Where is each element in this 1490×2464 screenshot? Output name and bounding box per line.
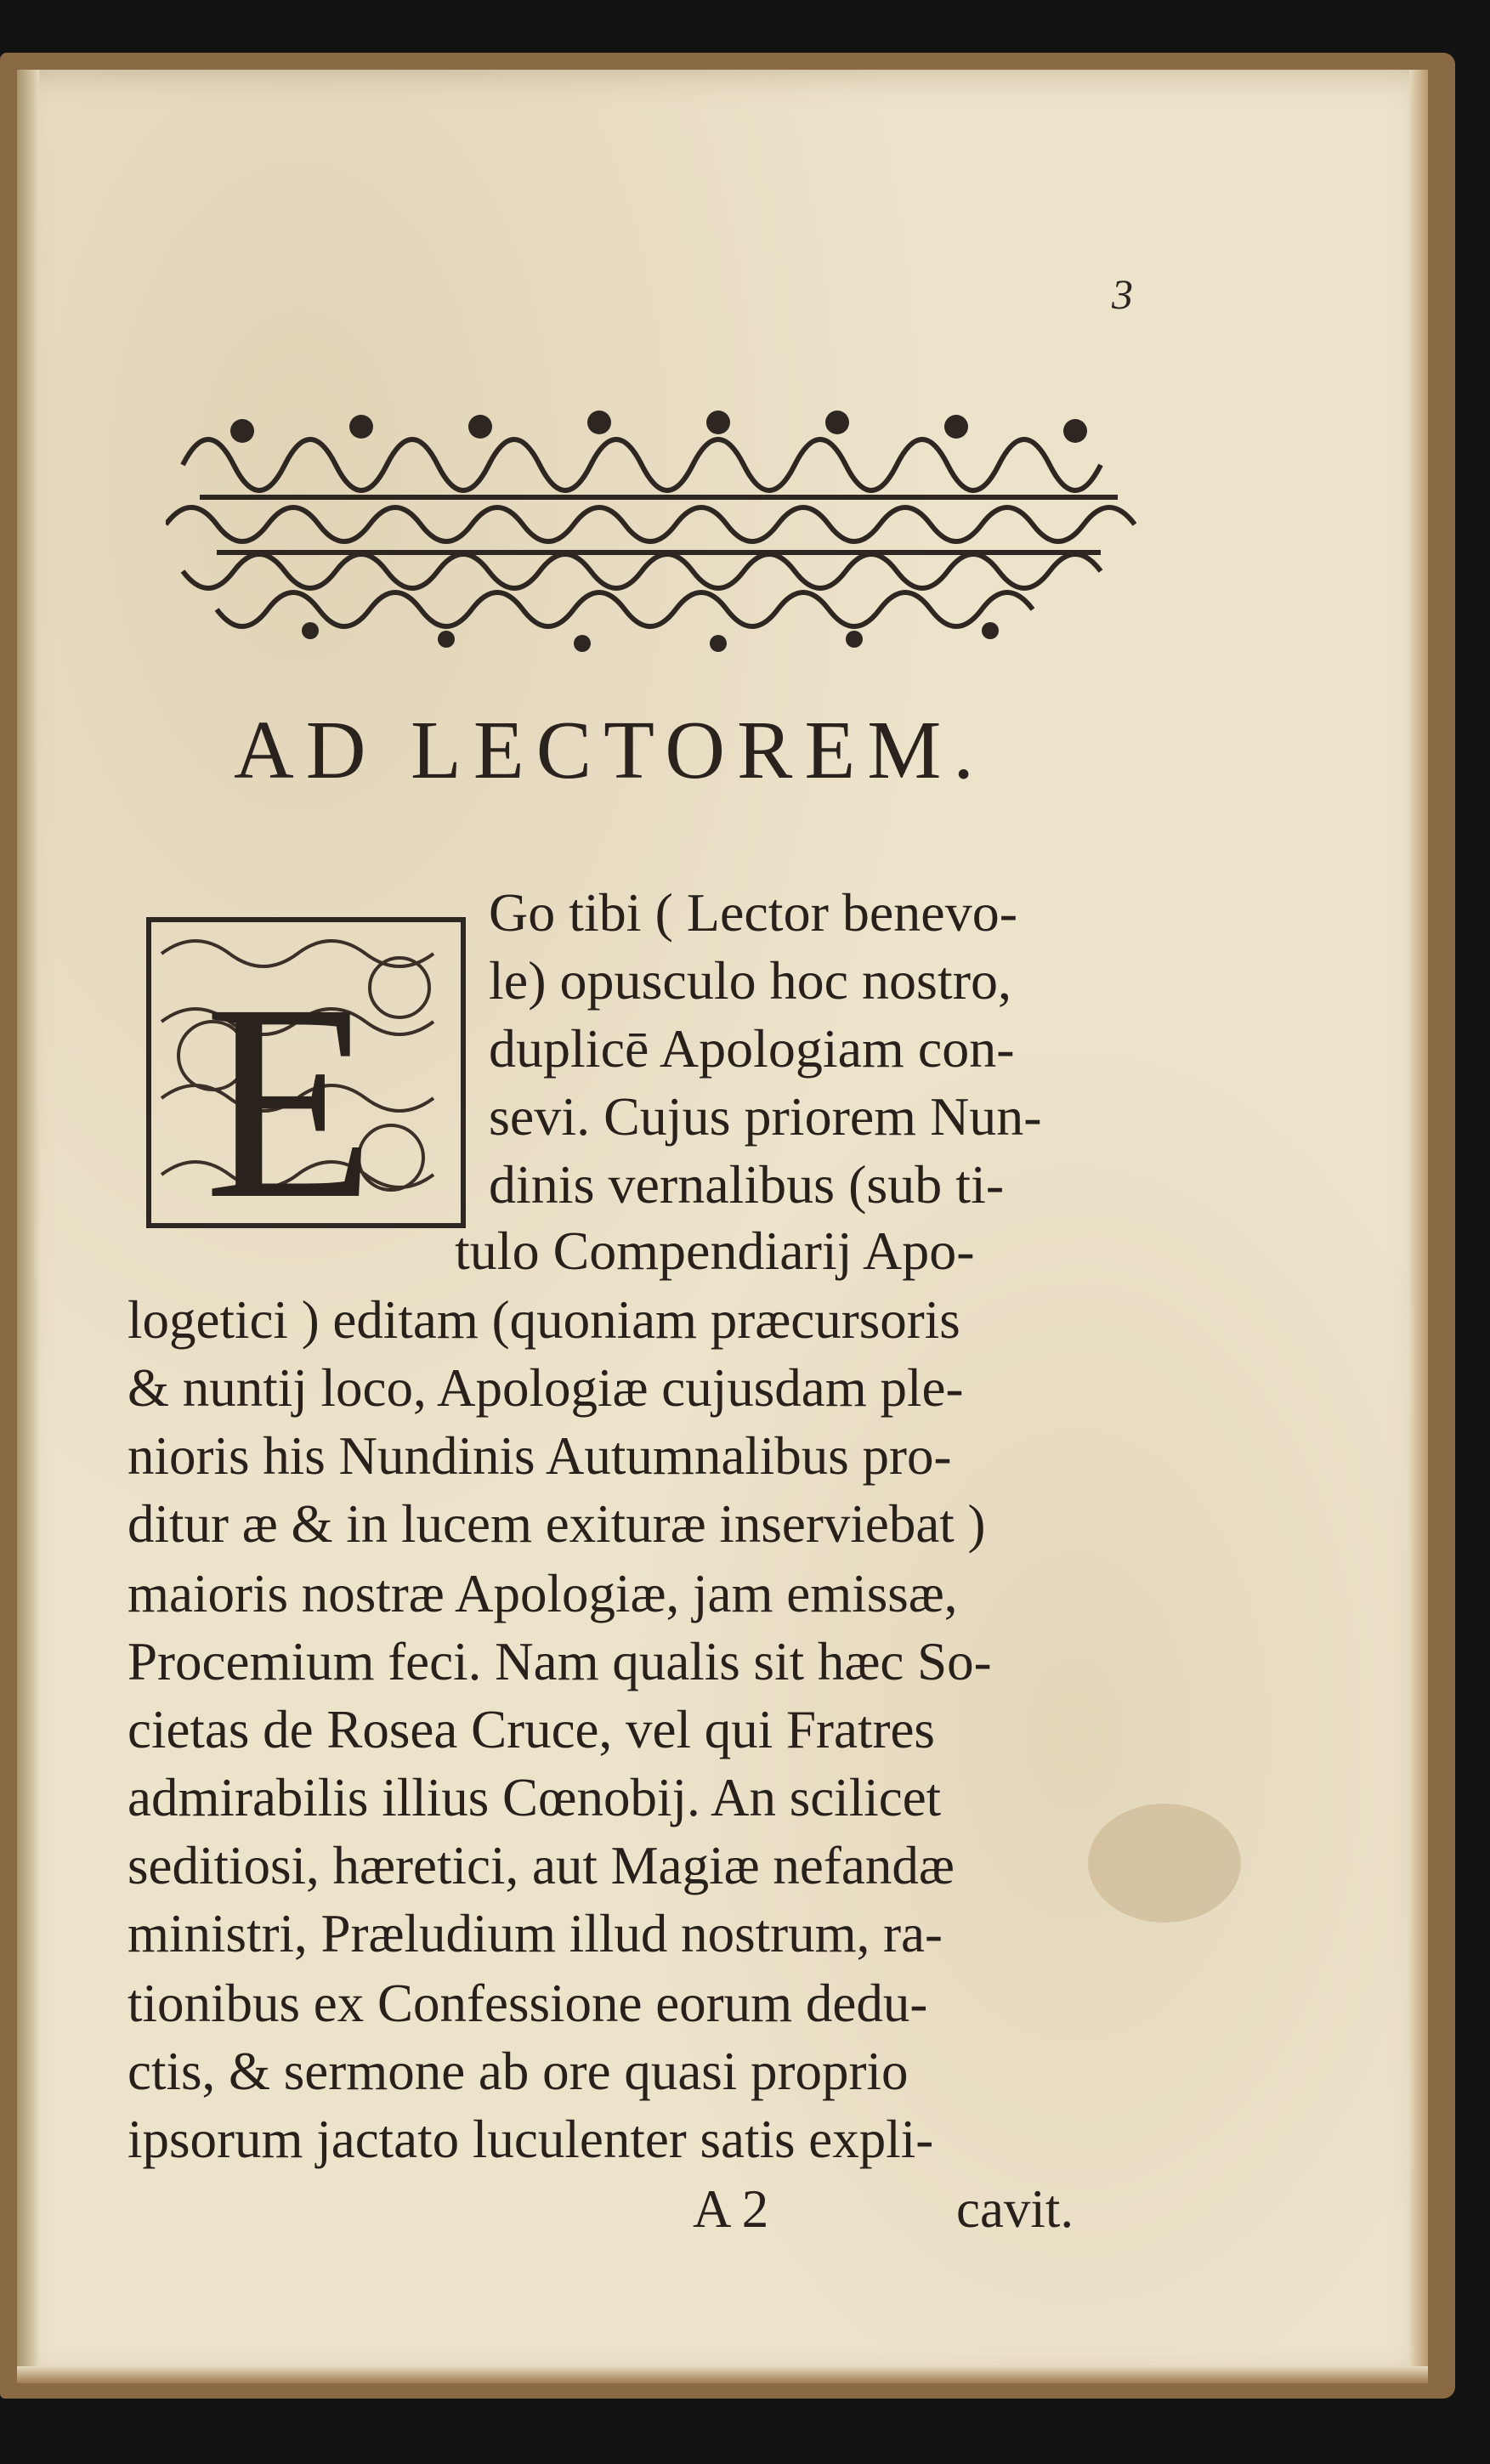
text-line: ministri, Præludium illud nostrum, ra- <box>127 1904 943 1963</box>
signature-mark: A 2 <box>693 2179 769 2239</box>
paper-stain <box>1088 1804 1241 1923</box>
text-line: admirabilis illius Cœnobij. An scilicet <box>127 1768 942 1827</box>
catchword: cavit. <box>956 2179 1074 2239</box>
text-line: le) opusculo hoc nostro, <box>489 950 1011 1011</box>
decorated-initial-icon <box>144 886 476 1234</box>
text-line: cietas de Rosea Cruce, vel qui Fratres <box>127 1700 935 1759</box>
text-line: ipsorum jactato luculenter satis expli- <box>127 2110 934 2169</box>
text-line: nioris his Nundinis Autumnalibus pro- <box>127 1426 952 1486</box>
ornament-band-icon <box>166 397 1152 652</box>
page-number: 3 <box>1112 270 1133 318</box>
page-heading: AD LECTOREM. <box>234 705 986 796</box>
text-line: & nuntij loco, Apologiæ cujusdam ple- <box>127 1358 964 1418</box>
page-bottom-edge <box>17 2366 1428 2383</box>
text-line: logetici ) editam (quoniam præcursoris <box>127 1290 960 1350</box>
text-line: ctis, & sermone ab ore quasi proprio <box>127 2042 909 2101</box>
text-line: Procemium feci. Nam qualis sit hæc So- <box>127 1632 992 1691</box>
text-line: duplicē Apologiam con- <box>489 1018 1015 1079</box>
text-line: tulo Compendiarij Apo- <box>455 1221 975 1281</box>
text-line: maioris nostræ Apologiæ, jam emissæ, <box>127 1564 958 1623</box>
text-line: seditiosi, hæretici, aut Magiæ nefandæ <box>127 1836 955 1895</box>
page-gutter <box>17 70 39 2383</box>
page-edge <box>1409 70 1428 2383</box>
text-line: ditur æ & in lucem exituræ inserviebat ) <box>127 1494 986 1554</box>
text-line: Go tibi ( Lector benevo- <box>489 882 1017 943</box>
text-line: dinis vernalibus (sub ti- <box>489 1154 1005 1215</box>
svg-text:E: E <box>204 947 376 1234</box>
text-line: tionibus ex Confessione eorum dedu- <box>127 1974 928 2033</box>
text-line: sevi. Cujus priorem Nun- <box>489 1086 1042 1147</box>
book-page <box>17 70 1428 2383</box>
